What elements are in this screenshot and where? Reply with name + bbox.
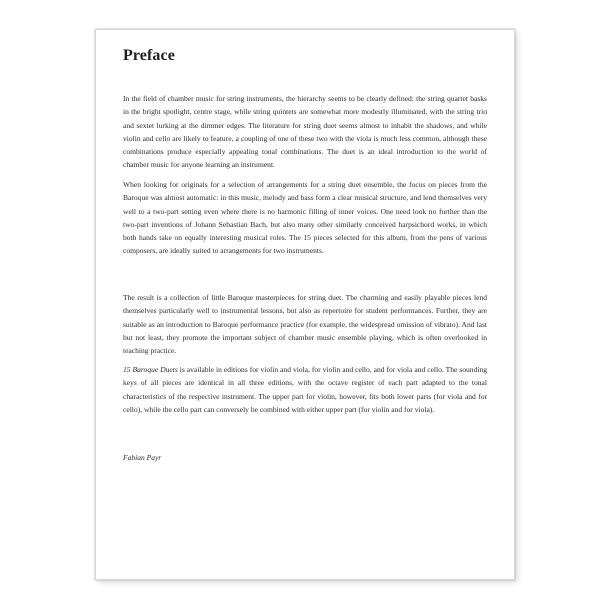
author-signature: Fabian Payr xyxy=(123,453,162,462)
page-title: Preface xyxy=(123,47,175,64)
paragraph-1: In the field of chamber music for string instruments, the hierarchy seems to be clearly defined: the string quartet basks in the bright spotlight, centre stage, while string quintets are somewhat more modestly illuminated, with the string trio and sextet lurking at the dimmer edges. The literature for string duet seems almost to inhabit the shadows, and while violin and cello are likely to feature, a coupling of one of these two with the viola is much less common, although these combinations produce especially appealing tonal combinations. The duet is an ideal introduction to the world of chamber music for anyone learning an instrument. xyxy=(123,94,487,170)
paragraph-2: When looking for originals for a selection of arrangements for a string duet ensemble, the focus on pieces from the Baroque was almost automatic: in this music, melody and bass form a clear musical structure, and lend themselves very well to a two-part setting even where there is no harmonic filling of inner voices. One need look no further than the two-part inventions of Johann Sebastian Bach, but also many other similarly conceived harpsichord works, in which both hands take on equally interesting musical roles. The 15 pieces selected for this album, from the pens of various composers, are ideally suited to arrangements for two instruments. xyxy=(123,180,487,256)
paragraph-4 xyxy=(123,363,487,416)
paragraph-4-text: is available in editions for violin and viola, for violin and cello, and for viola and cello. The sounding keys of all pieces are identical in all three editions, with the octave register of each part adapted to the tonal characteristics of the respective instrument. The upper part for violin, however, fits both lower parts (for viola and for cello), while the cello part can conversely be combined with either upper part (for violin and for viola). xyxy=(123,365,487,414)
album-title: 15 Baroque Duets xyxy=(123,365,178,374)
paragraph-3: The result is a collection of little Baroque masterpieces for string duet. The charming and easily playable pieces lend themselves particularly well to instrumental lessons, but also as repertoire for student performances. Further, they are suitable as an introduction to Baroque performance practice (for example, the widespread omission of vibrato). And last but not least, they promote the important subject of chamber music ensemble playing, which is often overlooked in teaching practice. xyxy=(123,293,487,356)
